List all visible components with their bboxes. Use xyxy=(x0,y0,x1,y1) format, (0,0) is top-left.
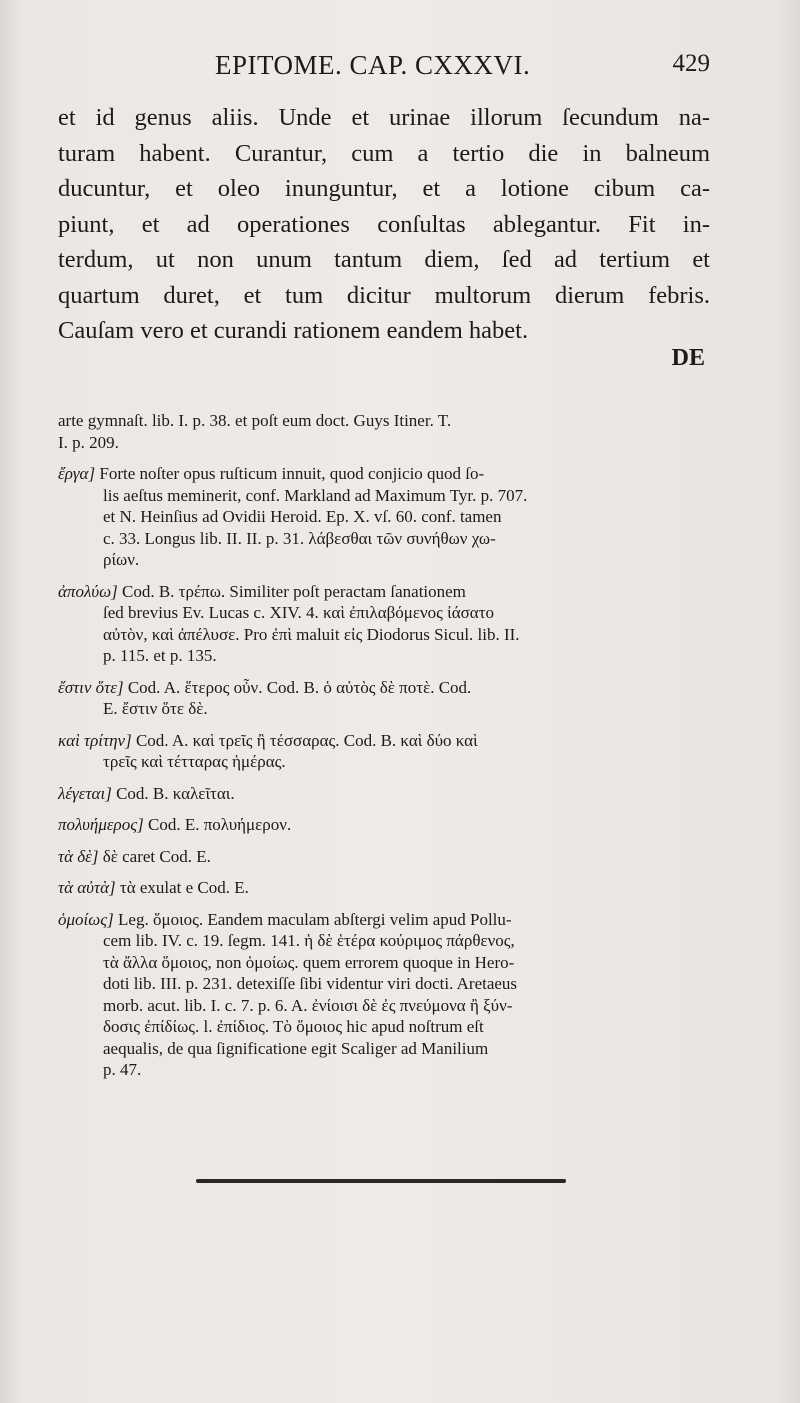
footnote xyxy=(58,877,708,899)
footnote-line: p. 47. xyxy=(103,1060,142,1079)
footnote-line: I. p. 209. xyxy=(58,432,119,452)
footnote xyxy=(58,581,708,667)
footnote-lemma: λέγεται] xyxy=(58,783,112,803)
footnote-line: aequalis, de qua ſignificatione egit Scaliger ad Manilium xyxy=(103,1038,489,1058)
footnote xyxy=(58,410,708,453)
footnote-line: Cod. B. τρέπω. Similiter poſt peractam ſanationem xyxy=(121,581,466,601)
footnote-line: Leg. ὅμοιος. Eandem maculam abſtergi velim apud Pollu- xyxy=(118,909,512,929)
main-text xyxy=(58,100,710,349)
footnote-line: Cod. A. ἕτερος οὖν. Cod. B. ὁ αὐτὸς δὲ ποτὲ. Cod. xyxy=(127,677,472,697)
footnote xyxy=(58,730,708,773)
footnote-lemma: τὰ δὲ] xyxy=(58,846,99,866)
running-title: EPITOME. CAP. CXXXVI. xyxy=(215,50,531,80)
footnote-lemma: πολυήμερος] xyxy=(58,815,144,834)
footnote-line: arte gymnaſt. lib. I. p. 38. et poſt eum doct. Guys Itiner. T. xyxy=(58,411,452,430)
footnote xyxy=(58,814,708,836)
footnote xyxy=(58,463,708,571)
footnote xyxy=(58,909,708,1081)
main-text-line: piunt, et ad operationes conſultas ablegantur. Fit in- xyxy=(58,210,710,238)
main-text-line: terdum, ut non unum tantum diem, ſed ad tertium et xyxy=(58,246,710,273)
footnote-line: cem lib. IV. c. 19. ſegm. 141. ἡ δὲ ἑτέρα κούριμος πάρθενος, xyxy=(103,931,515,950)
footnote-lemma: ἔργα] xyxy=(58,464,96,483)
main-text-line: Cauſam vero et curandi rationem eandem habet. xyxy=(58,317,529,344)
footnote-line: Cod. A. καὶ τρεῖς ἢ τέσσαρας. Cod. B. καὶ δύο καὶ xyxy=(135,730,478,750)
footnote-line: ſed brevius Ev. Lucas c. XIV. 4. καὶ ἐπιλαβόμενος ἰάσατο xyxy=(103,603,495,622)
footnote-line: lis aeſtus meminerit, conf. Markland ad Maximum Tyr. p. 707. xyxy=(103,485,528,505)
footnote-line: αὐτὸν, καὶ ἀπέλυσε. Pro ἐπὶ maluit εἰς Diodorus Sicul. lib. II. xyxy=(103,624,520,644)
footnote-line: τρεῖς καὶ τέτταρας ἡμέρας. xyxy=(103,752,286,771)
main-text-line: turam habent. Curantur, cum a tertio die in balneum xyxy=(58,139,710,167)
footnote-line: et N. Heinſius ad Ovidii Heroid. Ep. X. vſ. 60. conf. tamen xyxy=(103,507,502,526)
footnote-line: p. 115. et p. 135. xyxy=(103,646,217,665)
footnote-lemma: τὰ αὐτὰ] xyxy=(58,878,116,897)
footnote-line: ρίων. xyxy=(103,550,140,569)
footnote-line: δὲ caret Cod. E. xyxy=(102,846,211,866)
closing-rule xyxy=(196,1179,566,1183)
footnotes xyxy=(58,410,708,1091)
footnote-lemma: ἔστιν ὅτε] xyxy=(58,677,124,697)
footnote-line: τὰ ἄλλα ὅμοιος, non ὁμοίως. quem errorem quoque in Hero- xyxy=(103,952,515,972)
footnote xyxy=(58,677,708,720)
footnote-line: Forte noſter opus ruſticum innuit, quod conjicio quod ſo- xyxy=(99,464,485,483)
footnote-line: E. ἔστιν ὅτε δὲ. xyxy=(103,699,208,718)
main-text-line: et id genus aliis. Unde et urinae illorum ſecundum na- xyxy=(58,104,710,131)
footnote-lemma: καὶ τρίτην] xyxy=(58,730,132,750)
page-header xyxy=(60,50,710,86)
main-text-line: quartum duret, et tum dicitur multorum dierum febris. xyxy=(58,281,710,309)
footnote-line: Cod. E. πολυήμερον. xyxy=(147,815,292,834)
footnote-lemma: ἀπολύω] xyxy=(58,581,118,601)
footnote xyxy=(58,783,708,805)
main-text-line: ducuntur, et oleo inunguntur, et a lotione cibum ca- xyxy=(58,175,710,202)
catchword: DE xyxy=(671,345,705,371)
page-number: 429 xyxy=(672,50,710,77)
footnote-line: morb. acut. lib. I. c. 7. p. 6. A. ἐνίοισι δὲ ἐς πνεύμονα ἢ ξύν- xyxy=(103,995,513,1015)
footnote-line: τὰ exulat e Cod. E. xyxy=(119,878,249,897)
footnote-line: Cod. B. καλεῖται. xyxy=(116,783,235,803)
footnote xyxy=(58,846,708,868)
footnote-line: c. 33. Longus lib. II. II. p. 31. λάβεσθαι τῶν συνήθων χω- xyxy=(103,528,496,548)
footnote-lemma: ὁμοίως] xyxy=(58,909,114,929)
footnote-line: δοσις ἐπίδίως. l. ἐπίδιος. Τὸ ὅμοιος hic apud noſtrum eſt xyxy=(103,1017,484,1036)
footnote-line: doti lib. III. p. 231. detexiſſe ſibi videntur viri docti. Aretaeus xyxy=(103,974,518,993)
